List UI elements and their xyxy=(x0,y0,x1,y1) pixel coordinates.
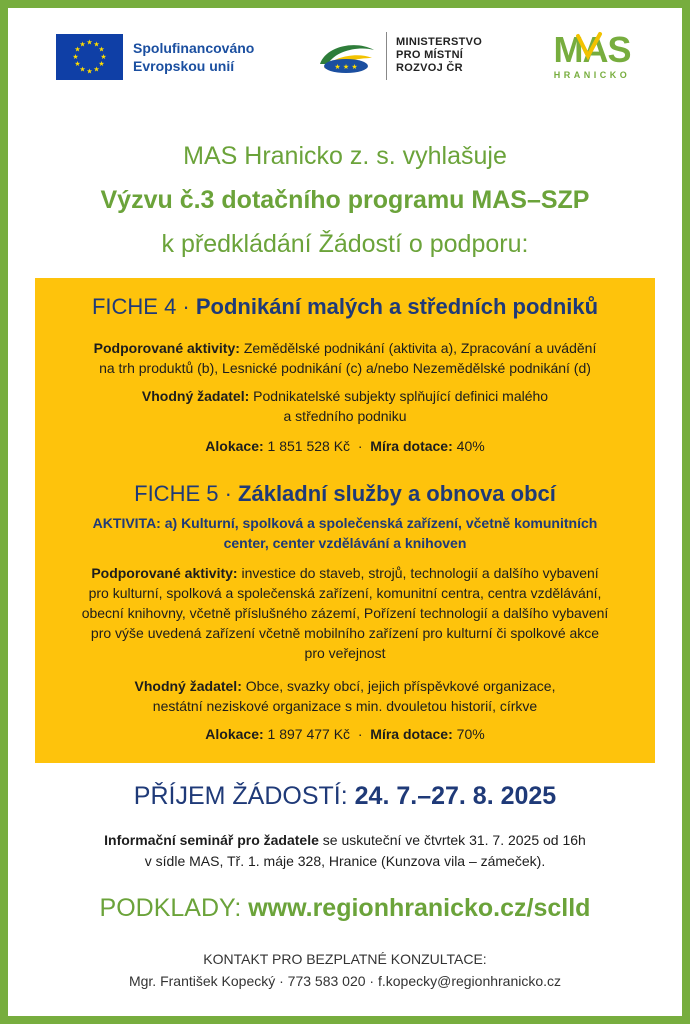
eu-logo-text xyxy=(133,39,254,75)
fiche5-activities xyxy=(55,563,635,663)
podklady xyxy=(0,894,690,923)
fiche5-title xyxy=(35,481,655,507)
mas-tagline: HRANICKO xyxy=(553,70,631,80)
svg-text:★: ★ xyxy=(93,65,100,74)
heading-line3: k předkládání Žádostí o podporu: xyxy=(161,230,529,258)
fiche4-activities xyxy=(55,338,635,378)
fiche4-applicant-line2: a středního podniku xyxy=(283,408,407,424)
fiche4-number: FICHE 4 · xyxy=(91,294,196,319)
contact-title: KONTAKT PRO BEZPLATNÉ KONZULTACE: xyxy=(203,951,487,967)
fiche5-number: FICHE 5 · xyxy=(134,481,239,506)
fiche5-activities-line2: pro kulturní, spolková a společenská zařízení, komunitní centra, centra vzdělávání, xyxy=(88,585,602,601)
fiche5-applicant xyxy=(55,676,635,716)
prijem-label: PŘÍJEM ŽÁDOSTÍ: xyxy=(133,782,355,810)
fiche4-activities-label: Podporované aktivity: xyxy=(93,340,240,356)
fiche5-activities-line5: pro veřejnost xyxy=(304,645,386,661)
application-period xyxy=(0,782,690,811)
fiche5-applicant-line1: Obce, svazky obcí, jejich příspěvkové organizace, xyxy=(245,678,556,694)
mas-logo xyxy=(548,30,636,82)
fiche5-activities-line4: pro výše uvedená zařízení včetně mobilního zařízení pro kulturní či spolkové akce xyxy=(90,625,600,641)
svg-text:★: ★ xyxy=(74,45,81,54)
fiche5-activities-line1: investice do staveb, strojů, technologií a dalšího vybavení xyxy=(241,565,599,581)
mmr-divider xyxy=(386,32,387,80)
svg-text:★: ★ xyxy=(72,53,79,61)
podklady-url-link[interactable]: www.regionhranicko.cz/sclld xyxy=(248,894,591,922)
fiche4-title xyxy=(35,294,655,320)
fiche5-aktivita-line1: AKTIVITA: a) Kulturní, spolková a společenská zařízení, včetně komunitních xyxy=(92,515,598,531)
mmr-logo xyxy=(316,32,506,80)
fiche5-subsidy-value: 70% xyxy=(456,726,485,742)
fiche4-allocation-label: Alokace: xyxy=(205,438,264,454)
fiche4-applicant xyxy=(55,386,635,426)
seminar-info xyxy=(40,830,650,872)
svg-text:★ ★ ★: ★ ★ ★ xyxy=(334,63,358,71)
svg-text:★: ★ xyxy=(98,60,105,68)
fiche5-allocation-label: Alokace: xyxy=(205,726,264,742)
fiche-box xyxy=(35,278,655,763)
mmr-emblem-icon xyxy=(316,38,378,76)
logo-bar xyxy=(0,0,690,110)
fiche5-applicant-label: Vhodný žadatel: xyxy=(134,678,242,694)
eu-text-line2: Evropskou unií xyxy=(133,58,235,74)
seminar-line2: v sídle MAS, Tř. 1. máje 328, Hranice (Kunzova vila – zámeček). xyxy=(144,853,546,869)
svg-text:★: ★ xyxy=(98,45,105,54)
svg-text:★: ★ xyxy=(86,67,93,76)
fiche5-applicant-line2: nestátní neziskové organizace s min. dvouletou historií, církve xyxy=(152,698,538,714)
fiche4-subsidy-label: Míra dotace: xyxy=(370,438,453,454)
seminar-bold: Informační seminář pro žadatele xyxy=(104,832,319,848)
fiche5-aktivita xyxy=(55,513,635,553)
prijem-dates: 24. 7.–27. 8. 2025 xyxy=(354,782,557,810)
mmr-text: MINISTERSTVO PRO MÍSTNÍ ROZVOJ ČR xyxy=(396,36,483,74)
fiche4-subsidy-value: 40% xyxy=(456,438,485,454)
fiche4-activities-line1: Zemědělské podnikání (aktivita a), Zpracování a uvádění xyxy=(243,340,597,356)
eu-text-line1: Spolufinancováno xyxy=(133,40,255,56)
fiche5-name: Základní služby a obnova obcí xyxy=(238,481,556,506)
fiche5-allocation: Alokace: 1 897 477 Kč · Míra dotace: 70% xyxy=(205,726,485,742)
fiche5-activities-line3: obecní knihovny, včetně příslušného zázemí, Pořízení technologií a dalšího vybavení xyxy=(81,605,609,621)
fiche4-applicant-line1: Podnikatelské subjekty splňující definici malého xyxy=(253,388,549,404)
heading-line1: MAS Hranicko z. s. vyhlašuje xyxy=(183,142,507,170)
fiche5-aktivita-line2: center, center vzdělávání a knihoven xyxy=(223,535,467,551)
svg-text:★: ★ xyxy=(86,38,93,47)
eu-logo xyxy=(56,34,276,80)
svg-text:★: ★ xyxy=(74,60,81,68)
fiche4-allocation: Alokace: 1 851 528 Kč · Míra dotace: 40% xyxy=(205,438,485,454)
fiche5-allocation-value: 1 897 477 Kč xyxy=(267,726,351,742)
mas-wordmark-icon xyxy=(548,30,636,70)
svg-text:★: ★ xyxy=(93,40,100,49)
heading-line2: Výzvu č.3 dotačního programu MAS–SZP xyxy=(100,186,590,214)
fiche5-activities-label: Podporované aktivity: xyxy=(91,565,238,581)
fiche4-allocation-value: 1 851 528 Kč xyxy=(267,438,351,454)
fiche4-name: Podnikání malých a středních podniků xyxy=(195,294,599,319)
seminar-line1: se uskuteční ve čtvrtek 31. 7. 2025 od 16h xyxy=(318,832,586,848)
fiche5-subsidy-label: Míra dotace: xyxy=(370,726,453,742)
svg-text:MAS: MAS xyxy=(553,30,631,70)
fiche4-applicant-label: Vhodný žadatel: xyxy=(141,388,250,404)
fiche4-activities-line2: na trh produktů (b), Lesnické podnikání (c) a/nebo Nezemědělské podnikání (d) xyxy=(99,360,591,376)
contact-block xyxy=(0,948,690,992)
svg-text:★: ★ xyxy=(79,65,86,74)
announcement-heading xyxy=(0,134,690,266)
eu-flag-icon xyxy=(56,34,123,80)
contact-details: Mgr. František Kopecký · 773 583 020 · f.kopecky@regionhranicko.cz xyxy=(128,973,562,989)
svg-text:★: ★ xyxy=(79,40,86,49)
svg-text:★: ★ xyxy=(100,53,107,61)
podklady-label: PODKLADY: xyxy=(99,894,249,922)
